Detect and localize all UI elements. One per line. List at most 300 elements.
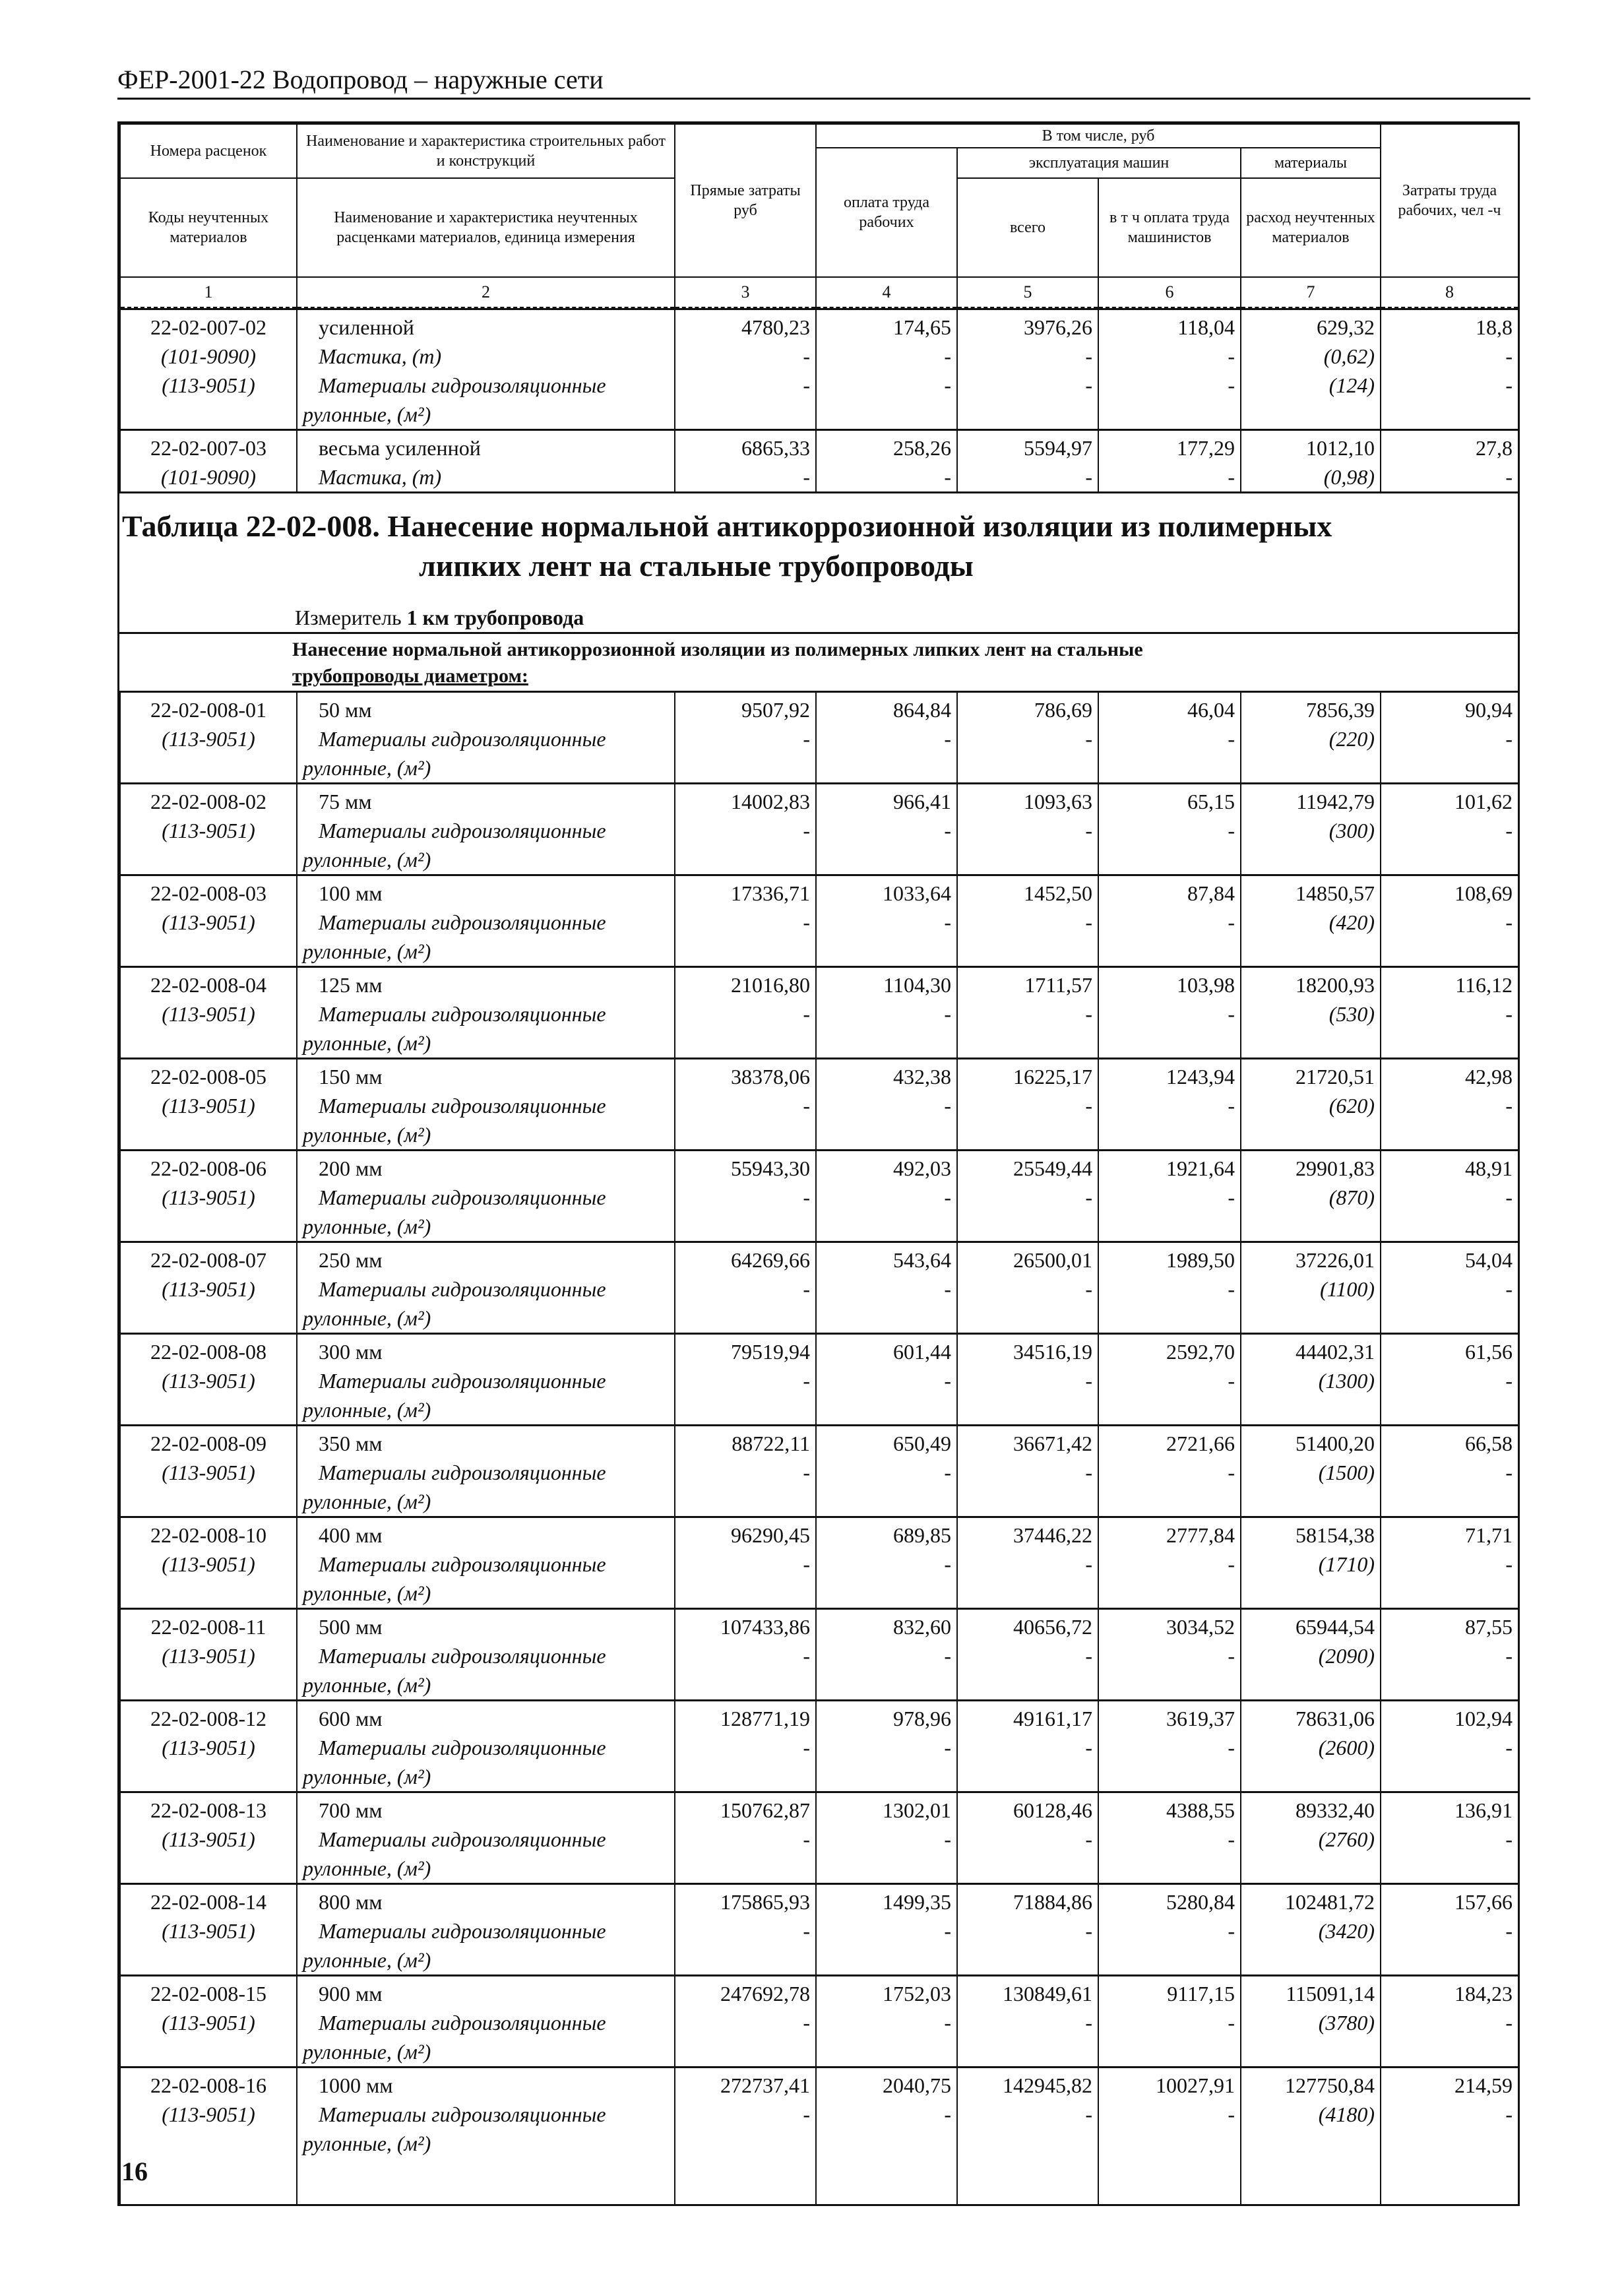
- direct-costs-cell: [675, 1059, 816, 1151]
- materials-cost: (0,62): [1323, 344, 1375, 368]
- labor-pay-cell: [816, 1517, 957, 1609]
- materials-cost: 11942,79: [1296, 790, 1375, 813]
- column-number: 1: [120, 277, 297, 307]
- machinists-pay: 46,04: [1187, 698, 1235, 722]
- dash: -: [1505, 1002, 1513, 1026]
- material-consumption: (4180): [1318, 2102, 1375, 2126]
- direct-costs-cell: [675, 309, 816, 430]
- dash: -: [944, 1919, 951, 1943]
- material-consumption: (2090): [1318, 1644, 1375, 1668]
- material-name: Материалы гидроизоляционные: [319, 1736, 606, 1759]
- table-title-line2: липких лент на стальные трубопроводы: [419, 549, 974, 583]
- table-title-line1: Таблица 22-02-008. Нанесение нормальной антикоррозионной изоляции из полимерных: [122, 509, 1332, 543]
- table-title: [122, 507, 1518, 586]
- labor-hours: 87,55: [1465, 1615, 1513, 1639]
- material-name: Материалы гидроизоляционные: [319, 1369, 606, 1393]
- labor-hours-cell: [1381, 309, 1518, 430]
- machines-total: -: [1085, 373, 1092, 397]
- page-number: 16: [121, 2157, 148, 2186]
- material-code: (113-9051): [162, 1277, 255, 1301]
- materials-cost-cell: [1241, 1059, 1381, 1151]
- materials-cost: 89332,40: [1296, 1798, 1375, 1822]
- labor-hours-cell: [1381, 1059, 1518, 1151]
- material-code: (113-9051): [162, 2011, 255, 2035]
- code-cell: [120, 784, 297, 875]
- labor-pay-cell: [816, 1151, 957, 1242]
- machines-total-cell: [957, 309, 1098, 430]
- direct-costs: 14002,83: [731, 790, 810, 813]
- machines-total-cell: [957, 692, 1098, 784]
- labor-pay: 601,44: [893, 1340, 951, 1364]
- material-name: Материалы гидроизоляционные: [319, 910, 606, 934]
- machinists-pay-cell: [1098, 1976, 1241, 2068]
- labor-hours: 101,62: [1454, 790, 1513, 813]
- table-row: [120, 784, 1518, 875]
- labor-hours: 18,8: [1476, 315, 1513, 339]
- code-cell: [120, 1242, 297, 1334]
- labor-hours: 27,8: [1476, 436, 1513, 460]
- code-cell: [120, 1517, 297, 1609]
- dash: -: [1505, 1736, 1513, 1759]
- rate-code: 22-02-008-07: [150, 1248, 266, 1272]
- machinists-pay: 87,84: [1187, 881, 1235, 905]
- code-cell: [120, 1976, 297, 2068]
- materials-cost-cell: [1241, 1334, 1381, 1426]
- direct-costs: 6865,33: [741, 436, 810, 460]
- material-unit: рулонные, (м²): [303, 1490, 431, 1513]
- labor-pay: 1752,03: [883, 1982, 951, 2006]
- description-cell: [297, 784, 675, 875]
- material-unit: рулонные, (м²): [303, 2040, 431, 2064]
- dash: -: [803, 910, 810, 934]
- description-cell: [297, 692, 675, 784]
- dash: -: [1085, 727, 1092, 751]
- machinists-pay-cell: [1098, 875, 1241, 967]
- dash: -: [944, 1369, 951, 1393]
- machines-total: 40656,72: [1013, 1615, 1092, 1639]
- code-cell: [120, 1609, 297, 1701]
- material-name: Материалы гидроизоляционные: [319, 1185, 606, 1209]
- material-name: Материалы гидроизоляционные: [319, 1002, 606, 1026]
- description-cell: [297, 2068, 675, 2159]
- labor-pay-cell: [816, 692, 957, 784]
- header-machines: эксплуатация машин: [957, 148, 1241, 178]
- material-consumption: (300): [1328, 819, 1375, 842]
- material-name: Материалы гидроизоляционные: [319, 2102, 606, 2126]
- material-code: (113-9051): [162, 727, 255, 751]
- dash: -: [944, 1185, 951, 1209]
- dash: -: [1085, 1094, 1092, 1118]
- direct-costs: 9507,92: [741, 698, 810, 722]
- machinists-pay: 9117,15: [1167, 1982, 1235, 2006]
- labor-pay-cell: [816, 2068, 957, 2159]
- material-consumption: (1710): [1318, 1552, 1375, 1576]
- labor-pay: 1104,30: [883, 973, 951, 997]
- direct-costs: 55943,30: [731, 1156, 810, 1180]
- rate-code: 22-02-008-04: [150, 973, 266, 997]
- material-code: (113-9051): [162, 373, 255, 397]
- machines-total-cell: [957, 2068, 1098, 2159]
- dash: -: [1085, 1369, 1092, 1393]
- machinists-pay: 10027,91: [1156, 2073, 1235, 2097]
- dash: -: [944, 1644, 951, 1668]
- material-unit: рулонные, (м²): [303, 2132, 431, 2155]
- machines-total: 34516,19: [1013, 1340, 1092, 1364]
- machinists-pay: 3034,52: [1166, 1615, 1235, 1639]
- material-code: (113-9051): [162, 1094, 255, 1118]
- direct-costs-cell: [675, 1701, 816, 1792]
- material-unit: рулонные, (м²): [303, 1031, 431, 1055]
- measure-unit: [122, 603, 1518, 632]
- labor-hours: 54,04: [1465, 1248, 1513, 1272]
- machinists-pay-cell: [1098, 309, 1241, 430]
- description-cell: [297, 1609, 675, 1701]
- labor-pay: -: [944, 344, 951, 368]
- labor-hours: 71,71: [1465, 1523, 1513, 1547]
- dash: -: [1228, 819, 1235, 842]
- labor-pay: 1499,35: [883, 1890, 951, 1914]
- dash: -: [1505, 910, 1513, 934]
- machinists-pay-cell: [1098, 1517, 1241, 1609]
- labor-hours-cell: [1381, 1151, 1518, 1242]
- material-consumption: (620): [1328, 1094, 1375, 1118]
- dash: -: [1085, 1552, 1092, 1576]
- measure-label: Измеритель: [295, 606, 402, 629]
- dash: -: [1085, 1461, 1092, 1484]
- material-unit: рулонные, (м²): [303, 1123, 431, 1147]
- material-unit: рулонные, (м²): [303, 402, 431, 426]
- materials-cost: 58154,38: [1296, 1523, 1375, 1547]
- materials-cost-cell: [1241, 1976, 1381, 2068]
- code-cell: [120, 1884, 297, 1976]
- machinists-pay-cell: [1098, 2068, 1241, 2159]
- header-labor-hours: Затраты труда рабочих, чел -ч: [1381, 124, 1518, 277]
- dash: -: [1228, 1827, 1235, 1851]
- material-consumption: (2760): [1318, 1827, 1375, 1851]
- material-code: (101-9090): [161, 344, 256, 368]
- material-name: Материалы гидроизоляционные: [319, 1552, 606, 1576]
- labor-hours-cell: [1381, 967, 1518, 1059]
- labor-pay-cell: [816, 1792, 957, 1884]
- dash: -: [1228, 2102, 1235, 2126]
- material-name: Материалы гидроизоляционные: [319, 1461, 606, 1484]
- material-code: (113-9051): [162, 819, 255, 842]
- direct-costs-cell: [675, 1884, 816, 1976]
- dash: -: [1228, 1185, 1235, 1209]
- page-header: ФЕР-2001-22 Водопровод – наружные сети: [117, 63, 1530, 100]
- material-name: Материалы гидроизоляционные: [319, 2011, 606, 2035]
- column-number: 3: [675, 277, 816, 307]
- dash: -: [944, 1461, 951, 1484]
- machinists-pay-cell: [1098, 1426, 1241, 1517]
- code-cell: [120, 1701, 297, 1792]
- dash: -: [1505, 727, 1513, 751]
- diameter: 600 мм: [319, 1707, 383, 1730]
- material-unit: рулонные, (м²): [303, 1215, 431, 1238]
- description-cell: [297, 1242, 675, 1334]
- table-row: [120, 692, 1518, 784]
- labor-pay-cell: [816, 1976, 957, 2068]
- dash: -: [803, 1552, 810, 1576]
- dash: -: [803, 1369, 810, 1393]
- header-material-names: Наименование и характеристика неучтенных расценками материалов, единица измерения: [297, 178, 675, 277]
- table-row: [120, 1334, 1518, 1426]
- dash: -: [803, 1461, 810, 1484]
- code-cell: [120, 692, 297, 784]
- description-cell: [297, 1792, 675, 1884]
- labor-hours: 157,66: [1454, 1890, 1513, 1914]
- machines-total-cell: [957, 1151, 1098, 1242]
- table-row: [120, 1792, 1518, 1884]
- materials-cost: 127750,84: [1285, 2073, 1375, 2097]
- direct-costs: 107433,86: [720, 1615, 810, 1639]
- dash: -: [944, 1552, 951, 1576]
- description-cell: [297, 430, 675, 492]
- table-row: [120, 1609, 1518, 1701]
- direct-costs-cell: [675, 875, 816, 967]
- labor-pay: -: [944, 465, 951, 489]
- labor-hours-cell: [1381, 1609, 1518, 1701]
- diameter: 400 мм: [319, 1523, 383, 1547]
- direct-costs: [681, 400, 810, 429]
- prev-table: [119, 308, 1519, 491]
- dash: -: [944, 2011, 951, 2035]
- machinists-pay-cell: [1098, 1242, 1241, 1334]
- dash: -: [803, 1827, 810, 1851]
- labor-pay: 492,03: [893, 1156, 951, 1180]
- machines-total: 36671,42: [1013, 1432, 1092, 1455]
- materials-cost: 102481,72: [1285, 1890, 1375, 1914]
- rate-code: 22-02-008-03: [150, 881, 266, 905]
- materials-cost-cell: [1241, 967, 1381, 1059]
- dash: -: [1505, 1644, 1513, 1668]
- labor-hours-cell: [1381, 1426, 1518, 1517]
- machines-total: -: [1085, 344, 1092, 368]
- material-consumption: (3420): [1318, 1919, 1375, 1943]
- labor-pay: 432,38: [893, 1065, 951, 1089]
- dash: -: [803, 727, 810, 751]
- labor-hours-cell: [1381, 430, 1518, 492]
- materials-cost: 14850,57: [1296, 881, 1375, 905]
- materials-cost: 7856,39: [1306, 698, 1375, 722]
- material-code: (113-9051): [162, 1736, 255, 1759]
- machines-total: 130849,61: [1003, 1982, 1092, 2006]
- header-material-codes: Коды неучтенных материалов: [120, 178, 297, 277]
- table-row: [120, 1701, 1518, 1792]
- machinists-pay: 2592,70: [1166, 1340, 1235, 1364]
- labor-pay: 2040,75: [883, 2073, 951, 2097]
- labor-hours: [1387, 400, 1513, 429]
- code-cell: [120, 1059, 297, 1151]
- direct-costs-cell: [675, 967, 816, 1059]
- diameter: 300 мм: [319, 1340, 383, 1364]
- dash: -: [1228, 1644, 1235, 1668]
- rate-code: 22-02-008-01: [150, 698, 266, 722]
- machines-total-cell: [957, 784, 1098, 875]
- direct-costs-cell: [675, 692, 816, 784]
- material-consumption: (1500): [1318, 1461, 1375, 1484]
- machinists-pay: 1921,64: [1166, 1156, 1235, 1180]
- machines-total: 60128,46: [1013, 1798, 1092, 1822]
- machinists-pay: 2721,66: [1166, 1432, 1235, 1455]
- labor-pay: 650,49: [893, 1432, 951, 1455]
- materials-cost: 44402,31: [1296, 1340, 1375, 1364]
- machinists-pay-cell: [1098, 1151, 1241, 1242]
- rate-code: 22-02-008-10: [150, 1523, 266, 1547]
- direct-costs: 64269,66: [731, 1248, 810, 1272]
- column-number: 4: [816, 277, 957, 307]
- machines-total-cell: [957, 1701, 1098, 1792]
- direct-costs: 272737,41: [720, 2073, 810, 2097]
- labor-hours-cell: [1381, 1884, 1518, 1976]
- machinists-pay: 65,15: [1187, 790, 1235, 813]
- group-heading-line1: Нанесение нормальной антикоррозионной изоляции из полимерных липких лент на стальные: [292, 639, 1143, 660]
- rate-code: 22-02-008-11: [150, 1615, 266, 1639]
- material-unit: рулонные, (м²): [303, 1765, 431, 1788]
- labor-pay-cell: [816, 1609, 957, 1701]
- dash: -: [1505, 1827, 1513, 1851]
- materials-cost-cell: [1241, 692, 1381, 784]
- labor-hours-cell: [1381, 1701, 1518, 1792]
- table-row: [120, 1884, 1518, 1976]
- labor-pay-cell: [816, 309, 957, 430]
- table-row: [120, 1151, 1518, 1242]
- material-unit: рулонные, (м²): [303, 848, 431, 871]
- code-cell: [120, 309, 297, 430]
- machinists-pay: 118,04: [1177, 315, 1235, 339]
- direct-costs: 175865,93: [720, 1890, 810, 1914]
- labor-hours: 136,91: [1454, 1798, 1513, 1822]
- labor-hours: -: [1505, 373, 1513, 397]
- header-materials: материалы: [1241, 148, 1381, 178]
- material-code: (113-9051): [162, 1919, 255, 1943]
- dash: -: [944, 2102, 951, 2126]
- dash: -: [944, 1827, 951, 1851]
- material-code: (113-9051): [162, 1185, 255, 1209]
- table-row: [120, 1426, 1518, 1517]
- labor-hours: -: [1505, 344, 1513, 368]
- dash: -: [1228, 1552, 1235, 1576]
- materials-cost-cell: [1241, 1884, 1381, 1976]
- machines-total: 142945,82: [1003, 2073, 1092, 2097]
- dash: -: [944, 1277, 951, 1301]
- materials-cost-cell: [1241, 784, 1381, 875]
- direct-costs: 4780,23: [741, 315, 810, 339]
- direct-costs-cell: [675, 1792, 816, 1884]
- machines-total: 1093,63: [1024, 790, 1092, 813]
- column-number: 6: [1098, 277, 1241, 307]
- labor-hours: 66,58: [1465, 1432, 1513, 1455]
- rate-code: 22-02-007-03: [150, 436, 266, 460]
- dash: -: [1085, 1919, 1092, 1943]
- table-row: [120, 1517, 1518, 1609]
- machines-total-cell: [957, 1976, 1098, 2068]
- machinists-pay: 2777,84: [1166, 1523, 1235, 1547]
- dash: -: [1228, 1461, 1235, 1484]
- dash: -: [944, 1002, 951, 1026]
- machines-total-cell: [957, 1517, 1098, 1609]
- material-consumption: (2600): [1318, 1736, 1375, 1759]
- rate-code: 22-02-008-15: [150, 1982, 266, 2006]
- diameter: 125 мм: [319, 973, 383, 997]
- labor-hours-cell: [1381, 2068, 1518, 2159]
- machinists-pay-cell: [1098, 1701, 1241, 1792]
- labor-hours-cell: [1381, 1517, 1518, 1609]
- direct-costs: 247692,78: [720, 1982, 810, 2006]
- rate-code: 22-02-008-13: [150, 1798, 266, 1822]
- header-direct-costs: Прямые затраты руб: [675, 124, 816, 277]
- labor-pay-cell: [816, 1701, 957, 1792]
- code-cell: [120, 1792, 297, 1884]
- header-work-name: Наименование и характеристика строительных работ и конструкций: [297, 124, 675, 178]
- material-code: (113-9051): [162, 1552, 255, 1576]
- materials-cost: [1247, 400, 1375, 429]
- direct-costs: -: [803, 373, 810, 397]
- dash: -: [1505, 1094, 1513, 1118]
- materials-cost-cell: [1241, 2068, 1381, 2159]
- direct-costs: 79519,94: [731, 1340, 810, 1364]
- header-rate-numbers: Номера расценок: [120, 124, 297, 178]
- direct-costs-cell: [675, 1609, 816, 1701]
- dash: -: [1505, 1552, 1513, 1576]
- machinists-pay: 3619,37: [1166, 1707, 1235, 1730]
- dash: -: [803, 1002, 810, 1026]
- materials-cost-cell: [1241, 1426, 1381, 1517]
- material-code: (101-9090): [161, 465, 256, 489]
- labor-pay: 543,64: [893, 1248, 951, 1272]
- machines-total-cell: [957, 1334, 1098, 1426]
- dash: -: [1228, 1919, 1235, 1943]
- material-consumption: (1100): [1320, 1277, 1375, 1301]
- table-row: [120, 430, 1518, 492]
- machinists-pay: -: [1228, 465, 1235, 489]
- labor-hours: 184,23: [1454, 1982, 1513, 2006]
- dash: -: [803, 819, 810, 842]
- machinists-pay-cell: [1098, 1792, 1241, 1884]
- column-numbers-row: [120, 277, 1518, 307]
- machinists-pay-cell: [1098, 692, 1241, 784]
- machinists-pay: -: [1228, 373, 1235, 397]
- labor-hours-cell: [1381, 692, 1518, 784]
- table-row: [120, 967, 1518, 1059]
- labor-pay: 689,85: [893, 1523, 951, 1547]
- material-consumption: (1300): [1318, 1369, 1375, 1393]
- code-cell: [120, 967, 297, 1059]
- labor-hours-cell: [1381, 1334, 1518, 1426]
- header-material-consumption: расход неучтенных материалов: [1241, 178, 1381, 277]
- material-unit: рулонные, (м²): [303, 1306, 431, 1330]
- diameter: 900 мм: [319, 1982, 383, 2006]
- materials-cost: 29901,83: [1296, 1156, 1375, 1180]
- rate-code: 22-02-008-06: [150, 1156, 266, 1180]
- labor-pay-cell: [816, 1426, 957, 1517]
- dash: -: [1085, 1277, 1092, 1301]
- machines-total: 3976,26: [1024, 315, 1092, 339]
- description-cell: [297, 1976, 675, 2068]
- direct-costs-cell: [675, 2068, 816, 2159]
- labor-hours-cell: [1381, 1976, 1518, 2068]
- machines-total-cell: [957, 967, 1098, 1059]
- dash: -: [944, 1094, 951, 1118]
- labor-pay-cell: [816, 784, 957, 875]
- material-name: Материалы гидроизоляционные: [319, 727, 606, 751]
- machinists-pay-cell: [1098, 967, 1241, 1059]
- direct-costs: 17336,71: [731, 881, 810, 905]
- materials-cost-cell: [1241, 1701, 1381, 1792]
- machines-total-cell: [957, 1242, 1098, 1334]
- machines-total: 5594,97: [1024, 436, 1092, 460]
- machinists-pay-cell: [1098, 1334, 1241, 1426]
